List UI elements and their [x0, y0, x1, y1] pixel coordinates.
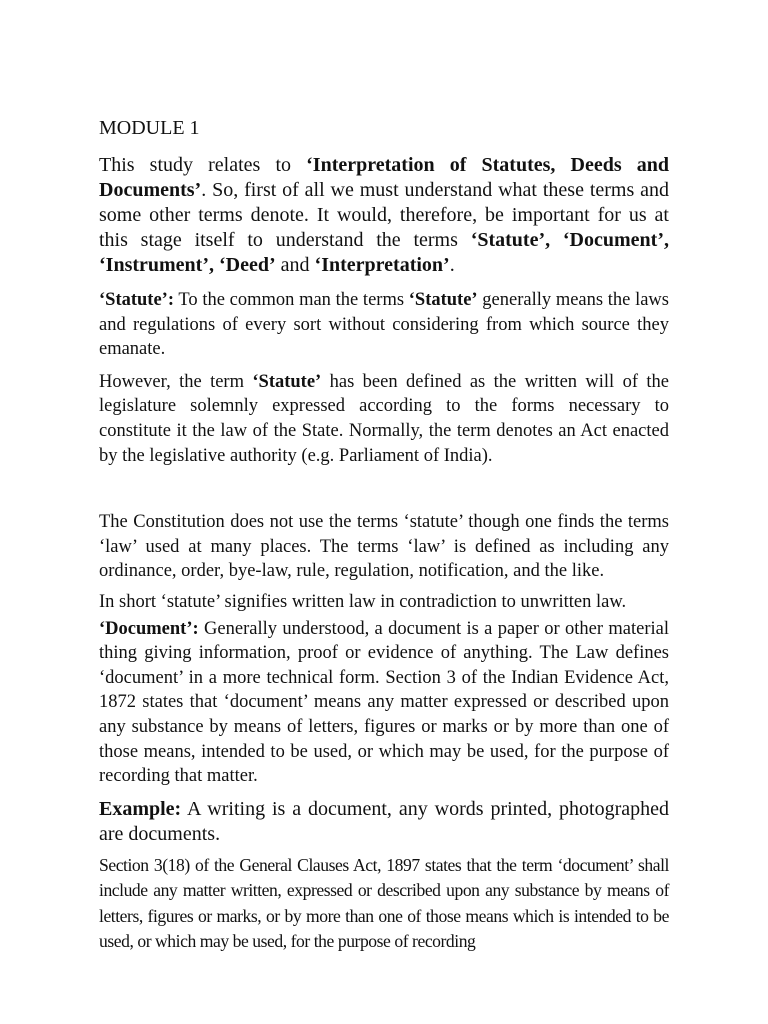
document-term-label: ‘Document’: [99, 618, 199, 639]
document-definition-paragraph [99, 617, 669, 789]
constitution-paragraph: The Constitution does not use the terms ‘statute’ though one finds the terms ‘law’ used at many places. The terms ‘law’ is defined as including any ordinance, order, bye-law, rule, regulation, notification, and the like. [99, 512, 669, 582]
intro-text: and [275, 254, 315, 276]
general-clauses-paragraph: Section 3(18) of the General Clauses Act, 1897 states that the term ‘document’ shall include any matter written, expressed or described upon any substance by means of letters, figures or marks, or by more than one of those means which is intended to be used, or which may be used, for the purpose of recording [99, 854, 669, 952]
document-def-text: Generally understood, a document is a paper or other material thing giving information, proof or evidence of anything. The Law defines ‘document’ in a more technical form. Section 3 of the Indian Evidence Act, 1872 states that ‘document’ means any matter expressed or described upon any substance by means of letters, figures or marks or by more than one of those means, intended to be used, or which may be used, for the purpose of recording that matter. [99, 618, 669, 787]
document-page [99, 115, 669, 955]
however-text: However, the term [99, 371, 253, 392]
statute-definition-paragraph [99, 288, 669, 362]
short-statute-paragraph: In short ‘statute’ signifies written law in contradiction to unwritten law. [99, 591, 627, 612]
intro-paragraph [99, 153, 669, 278]
statute-def-text: To the common man the terms [174, 290, 409, 310]
statute-term-bold: ‘Statute’ [408, 290, 478, 310]
intro-text: . [449, 254, 455, 276]
example-text: A writing is a document, any words printed, photographed are documents. [99, 797, 669, 845]
example-label: Example: [99, 797, 182, 820]
intro-text: This study relates to [99, 154, 307, 176]
statute-term-bold: ‘Statute’ [252, 371, 322, 392]
however-text: has been defined as the written will of the legislature solemnly expressed according to the forms necessary to constitute it the law of the State. Normally, the term denotes an Act enacted by the legislative authority (e.g. Parliament of India). [99, 371, 669, 466]
module-title: MODULE 1 [99, 117, 200, 139]
intro-text: . So, first of all we must understand what these terms and some other terms denote. It would, therefore, be important for us at this stage itself to understand the terms [99, 179, 669, 251]
intro-bold-title: ‘Interpretation of Statutes, Deeds and Documents’ [99, 154, 669, 201]
intro-bold-terms: ‘Statute’, ‘Document’, ‘Instrument’, ‘Deed’ [99, 229, 669, 276]
statute-def-text: generally means the laws and regulations of every sort without considering from which source they emanate. [99, 290, 669, 360]
intro-bold-interpretation: ‘Interpretation’ [314, 254, 450, 276]
statute-term-label: ‘Statute’: [99, 290, 175, 310]
statute-however-paragraph [99, 370, 669, 468]
example-paragraph [99, 797, 669, 847]
